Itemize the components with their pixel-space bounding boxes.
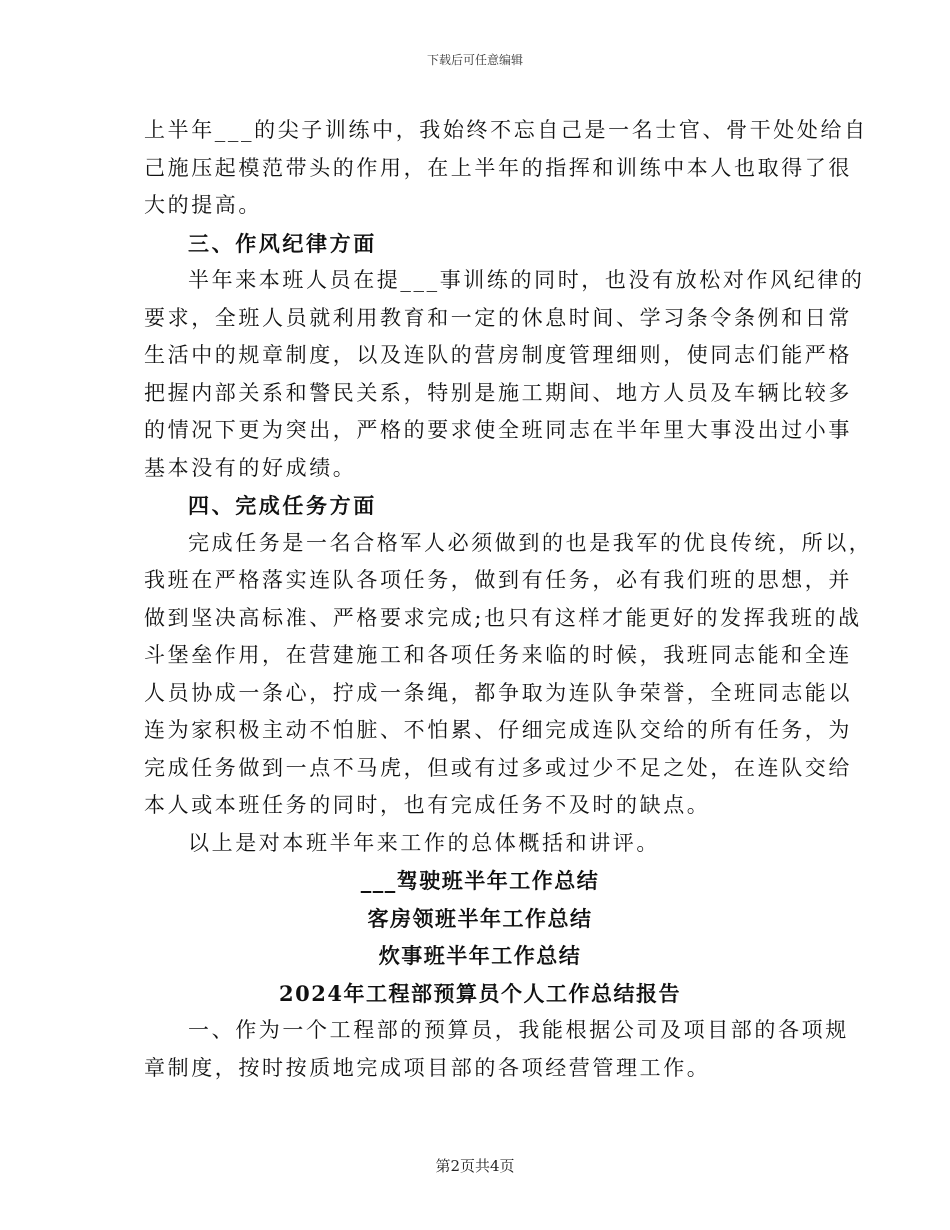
paragraph-line: 做到坚决高标准、严格要求完成;也只有这样才能更好的发挥我班的战	[144, 605, 862, 630]
paragraph-line: 完成任务做到一点不马虎，但或有过多或过少不足之处，在连队交给	[144, 755, 852, 780]
paragraph-line: 斗堡垒作用，在营建施工和各项任务来临的时候，我班同志能和全连	[144, 643, 852, 667]
paragraph-line: 连为家积极主动不怕脏、不怕累、仔细完成连队交给的所有任务，为	[144, 718, 852, 742]
paragraph-line: 己施压起模范带头的作用，在上半年的指挥和训练中本人也取得了很	[144, 155, 852, 180]
paragraph-line: 大的提高。	[144, 193, 262, 217]
section-heading: 三、作风纪律方面	[188, 230, 377, 256]
document-title: 2024年工程部预算员个人工作总结报告	[279, 980, 681, 1006]
paragraph-line: 把握内部关系和警民关系，特别是施工期间、地方人员及车辆比较多	[144, 380, 852, 405]
document-title: ___驾驶班半年工作总结	[360, 868, 600, 893]
paragraph-line: 完成任务是一名合格军人必须做到的也是我军的优良传统，所以，	[188, 530, 873, 555]
paragraph-line: 基本没有的好成绩。	[144, 455, 357, 480]
paragraph-line: 我班在严格落实连队各项任务，做到有任务，必有我们班的思想，并	[144, 568, 852, 592]
paragraph-line: 一、作为一个工程部的预算员，我能根据公司及项目部的各项规	[188, 1018, 849, 1042]
paragraph-line: 半年来本班人员在提___事训练的同时，也没有放松对作风纪律的	[188, 268, 865, 292]
paragraph-line: 本人或本班任务的同时，也有完成任务不及时的缺点。	[144, 793, 711, 817]
section-heading: 四、完成任务方面	[188, 493, 377, 518]
paragraph-line: 的情况下更为突出，严格的要求使全班同志在半年里大事没出过小事	[144, 418, 852, 442]
document-title: 炊事班半年工作总结	[378, 943, 582, 968]
page-number: 第2页共4页	[435, 1157, 515, 1175]
document-body	[144, 112, 873, 1087]
paragraph-line: 章制度，按时按质地完成项目部的各项经营管理工作。	[144, 1055, 711, 1080]
page-header: 下载后可任意编辑	[426, 53, 523, 67]
paragraph-line: 生活中的规章制度，以及连队的营房制度管理细则，使同志们能严格	[144, 343, 852, 367]
paragraph-line: 人员协成一条心，拧成一条绳，都争取为连队争荣誉，全班同志能以	[144, 680, 852, 705]
paragraph-line: 以上是对本班半年来工作的总体概括和讲评。	[188, 830, 660, 855]
paragraph-line: 上半年___的尖子训练中，我始终不忘自己是一名士官、骨干处处给自	[144, 118, 868, 142]
paragraph-line: 要求，全班人员就利用教育和一定的休息时间、学习条令条例和日常	[144, 305, 852, 330]
document-title: 客房领班半年工作总结	[367, 905, 593, 931]
